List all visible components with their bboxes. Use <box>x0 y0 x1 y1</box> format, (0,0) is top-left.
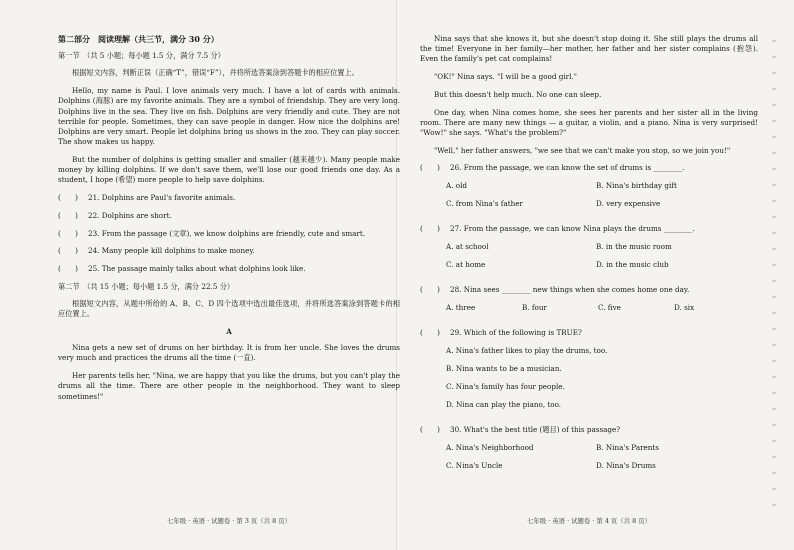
answer-bracket[interactable]: ( ) <box>420 328 440 338</box>
option-a: A. at school <box>446 242 489 252</box>
question-stem: 28. Nina sees ________ new things when she comes home one day. <box>450 285 690 295</box>
option-b: B. Nina wants to be a musician. <box>446 364 562 374</box>
passage-a-paragraph-7: "Well," her father answers, "we see that we can't make you stop, so we join you!" <box>434 145 731 155</box>
question-text: 21. Dolphins are Paul's favorite animals. <box>88 192 236 202</box>
option-c: C. Nina's family has four people. <box>446 381 565 391</box>
question-text: 24. Many people kill dolphins to make money. <box>88 246 255 256</box>
question-text: 22. Dolphins are short. <box>88 210 172 220</box>
true-false-questions <box>58 193 400 274</box>
section-title: 第二部分 阅读理解（共三节，满分 30 分） <box>58 34 219 44</box>
option-b: B. four <box>522 303 547 313</box>
binding-dots <box>772 40 776 510</box>
option-a: A. Nina's Neighborhood <box>446 442 534 452</box>
options-28 <box>446 303 758 321</box>
passage-a-paragraph-4: "OK!" Nina says. "I will be a good girl." <box>434 72 577 82</box>
section-2-heading: 第二节 （共 15 小题；每小题 1.5 分，满分 22.5 分） <box>58 281 235 291</box>
options-26 <box>446 181 758 217</box>
option-c: C. five <box>598 303 621 313</box>
option-a: A. Nina's father likes to play the drums, too. <box>446 346 608 356</box>
tf-question-24 <box>58 246 400 256</box>
answer-bracket[interactable]: ( ) <box>420 285 440 295</box>
option-a: A. three <box>446 303 476 313</box>
passage-paragraph-1: Hello, my name is Paul. I love animals very much. I have a lot of cards with animals. Dolphins (海豚) are my favorite animals. They are a symbol of friendship. They are very long. Dolphins live in the sea. They live on fish. Dolphins are very friendly and cute. They are not terrible for people. Sometimes, they can save people in danger. How nice the dolphins are! Dolphins are very smart. People let dolphins bring us shows in the zoo. They can play soccer. The show makes us happy. <box>58 86 400 147</box>
mc-question-30 <box>420 425 758 435</box>
option-d: D. in the music club <box>596 259 669 269</box>
mc-question-28 <box>420 285 758 295</box>
question-text: 23. From the passage (文章), we know dolphins are friendly, cute and smart. <box>88 228 366 238</box>
section-1-instructions: 根据短文内容，判断正误（正确“T”，错误“F”），并将所选答案涂到答题卡的相应位置上。 <box>72 68 359 78</box>
option-d: D. six <box>674 303 695 313</box>
passage-label: A <box>226 327 232 337</box>
option-b: B. Nina's birthday gift <box>596 181 677 191</box>
option-d: D. Nina can play the piano, too. <box>446 399 562 409</box>
passage-a-paragraph-3: Nina says that she knows it, but she doesn't stop doing it. She still plays the drums all the time! Everyone in her family—her mother, her father and her sister complains (抱怨). Even the family's pet cat complains! <box>420 34 758 64</box>
options-30 <box>446 443 758 479</box>
answer-bracket[interactable]: ( ) <box>58 228 78 238</box>
mc-question-29 <box>420 328 758 338</box>
answer-bracket[interactable]: ( ) <box>58 246 78 256</box>
option-c: C. from Nina's father <box>446 198 523 208</box>
answer-bracket[interactable]: ( ) <box>420 224 440 234</box>
options-27 <box>446 242 758 278</box>
answer-bracket[interactable]: ( ) <box>58 264 78 274</box>
question-stem: 26. From the passage, we can know the set of drums is ________. <box>450 163 685 173</box>
passage-a-paragraph-2: Her parents tells her, "Nina, we are happy that you like the drums, but you can't play the drums all the time. There are other people in the neighborhood. They want to sleep sometimes!" <box>58 371 400 401</box>
passage-a-paragraph-6: One day, when Nina comes home, she sees her parents and her sister all in the living room. There are many new things — a guitar, a violin, and a piano. Nina is very surprised! "Wow!" she says. "What's the problem?" <box>420 107 758 137</box>
mc-question-27 <box>420 224 758 234</box>
answer-bracket[interactable]: ( ) <box>420 425 440 435</box>
passage-a-paragraph-5: But this doesn't help much. No one can sleep. <box>434 89 602 99</box>
answer-bracket[interactable]: ( ) <box>58 192 78 202</box>
left-page <box>58 34 400 525</box>
option-c: C. Nina's Uncle <box>446 460 503 470</box>
section-1-heading: 第一节 （共 5 小题；每小题 1.5 分，满分 7.5 分） <box>58 51 225 61</box>
option-b: B. in the music room <box>596 242 672 252</box>
option-d: D. Nina's Drums <box>596 460 656 470</box>
page-footer: 七年级 · 英语 · 试题卷 · 第 3 页（共 8 页） <box>166 516 291 525</box>
question-stem: 27. From the passage, we can know Nina plays the drums ________. <box>450 224 695 234</box>
passage-paragraph-2: But the number of dolphins is getting smaller and smaller (越来越少). Many people make money by killing dolphins. If we don't save them, we'll lose our good friends one day. As a student, I hope (希望) more people to help save dolphins. <box>58 154 400 185</box>
option-d: D. very expensive <box>596 198 661 208</box>
question-stem: 30. What's the best title (题目) of this passage? <box>450 425 621 435</box>
answer-bracket[interactable]: ( ) <box>58 210 78 220</box>
mc-question-26 <box>420 163 758 173</box>
passage-a-paragraph-1: Nina gets a new set of drums on her birthday. It is from her uncle. She loves the drums very much and practices the drums all the time (一直). <box>58 343 400 363</box>
right-page <box>420 34 758 525</box>
question-text: 25. The passage mainly talks about what dolphins look like. <box>88 264 306 274</box>
section-2-instructions: 根据短文内容，从题中所给的 A、B、C、D 四个选项中选出最佳选项，并将所选答案涂到答题卡的相应位置上。 <box>58 299 400 319</box>
tf-question-23 <box>58 229 400 239</box>
answer-bracket[interactable]: ( ) <box>420 163 440 173</box>
options-29 <box>446 346 758 417</box>
tf-question-25 <box>58 264 400 274</box>
question-stem: 29. Which of the following is TRUE? <box>450 328 582 338</box>
tf-question-22 <box>58 211 400 221</box>
option-b: B. Nina's Parents <box>596 442 659 452</box>
tf-question-21 <box>58 193 400 203</box>
option-a: A. old <box>446 181 467 191</box>
page-footer: 七年级 · 英语 · 试题卷 · 第 4 页（共 8 页） <box>526 516 651 525</box>
option-c: C. at home <box>446 259 486 269</box>
